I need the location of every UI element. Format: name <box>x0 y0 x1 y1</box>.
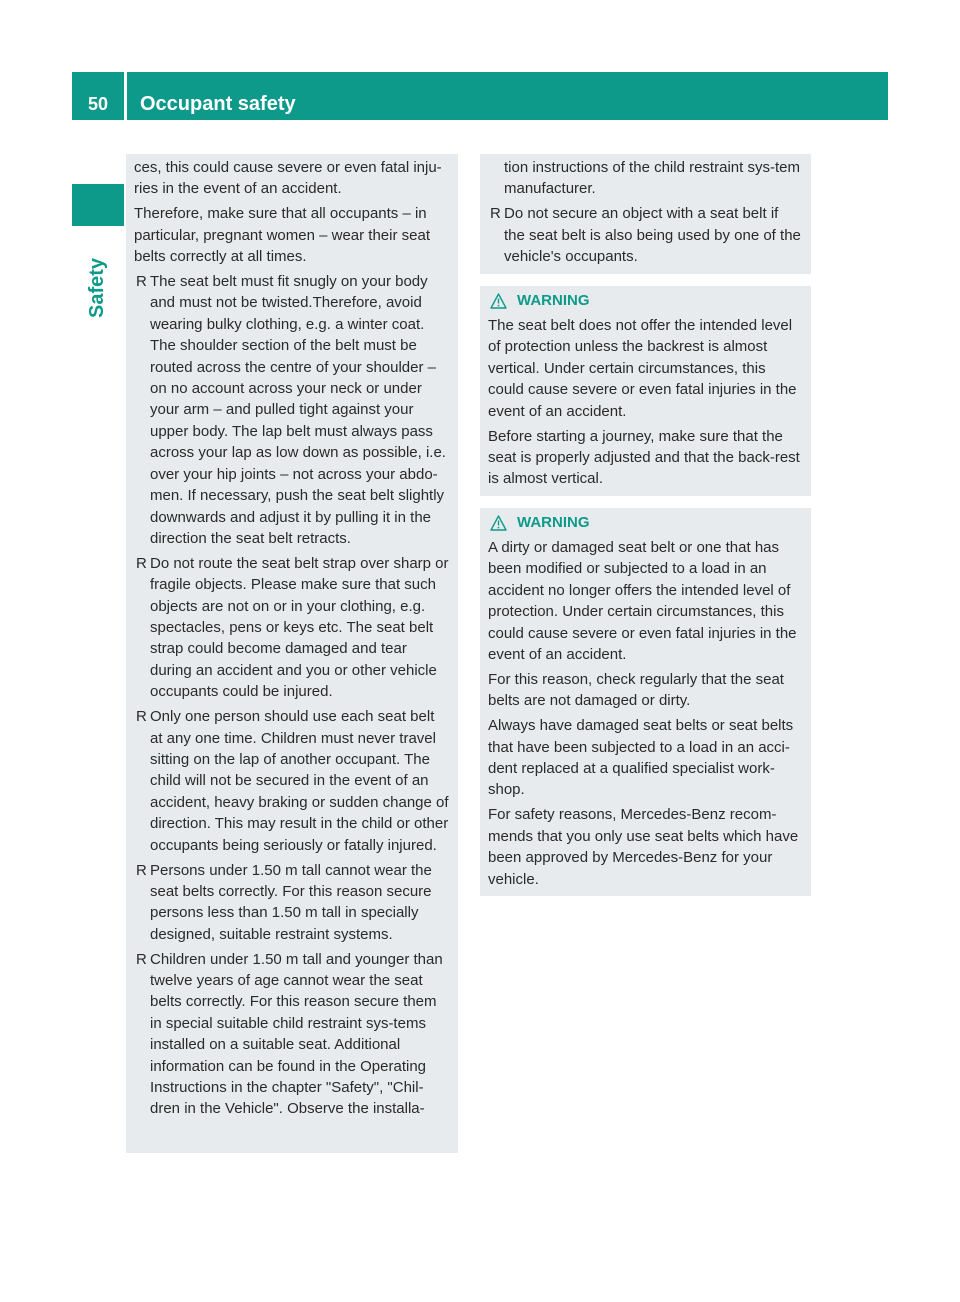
left-column-box <box>126 154 458 1153</box>
header-divider <box>124 72 127 120</box>
warning-label: WARNING <box>517 514 590 532</box>
warning-paragraph: The seat belt does not offer the intended level of protection unless the backrest is almost vertical. Under certain circumstances, this could cause severe or even fatal injuries in the event of an accident. <box>488 317 797 420</box>
warning-label: WARNING <box>517 292 590 310</box>
bullet-marker: R <box>136 861 147 879</box>
bullet-text: The seat belt must fit snugly on your body and must not be twisted.Therefore, avoid wearing bulky clothing, e.g. a winter coat. The shoulder section of the belt must be routed across the centre of your shoulder – on no account across your neck or under your arm – and pulled tight against your upper body. The lap belt must always pass across your lap as low down as possible, i.e. over your hip joints – not across your abdo-men. If necessary, push the seat belt slightly downwards and adjust it by pulling it in the direction the seat belt retracts. <box>150 273 446 547</box>
page-number: 50 <box>87 94 109 114</box>
intro-paragraph: Therefore, make sure that all occupants – in particular, pregnant women – wear their seat belts correctly at all times. <box>134 205 430 266</box>
bullet-marker: R <box>490 205 501 223</box>
bullet-text: Do not secure an object with a seat belt if the seat belt is also being used by one of the vehicle's occupants. <box>504 205 801 266</box>
right-continuation-box <box>480 154 811 274</box>
warning-paragraph: For this reason, check regularly that the seat belts are not damaged or dirty. <box>488 670 784 710</box>
bullet-item <box>134 860 450 946</box>
bullet-marker: R <box>136 554 147 572</box>
warning-heading <box>488 290 803 312</box>
warning-paragraph: Always have damaged seat belts or seat belts that have been subjected to a load in an acci-dent replaced at a qualified specialist work-shop. <box>488 717 794 799</box>
warning-paragraph: Before starting a journey, make sure that the seat is properly adjusted and that the back-rest is almost vertical. <box>488 427 800 488</box>
warning-heading <box>488 512 803 534</box>
bullet-marker: R <box>136 950 147 968</box>
warning-paragraph: A dirty or damaged seat belt or one that has been modified or subjected to a load in an accident no longer offers the intended level of protection. Under certain circumstances, this could cause severe or even fatal injuries in the event of an accident. <box>488 539 797 664</box>
side-label: Safety <box>86 257 108 318</box>
warning-triangle-icon <box>490 515 507 531</box>
warning-paragraph: For safety reasons, Mercedes-Benz recom-mends that you only use seat belts which have been approved by Mercedes-Benz for your vehicle. <box>488 806 799 888</box>
section-title: Occupant safety <box>140 93 296 115</box>
bullet-marker: R <box>136 708 147 726</box>
bullet-item <box>134 271 450 549</box>
warning-box <box>480 508 811 896</box>
warning-box <box>480 286 811 496</box>
bullet-text: Only one person should use each seat belt at any one time. Children must never travel sitting on the lap of another occupant. The child will not be secured in the event of an accident, heavy braking or sudden change of direction. This may result in the child or other occupants being seriously or fatally injured. <box>150 708 449 854</box>
bullet-item <box>134 553 450 703</box>
bullet-text: Persons under 1.50 m tall cannot wear the seat belts correctly. For this reason secure persons less than 1.50 m tall in specially designed, suitable restraint systems. <box>150 861 432 943</box>
bullet-item <box>134 706 450 856</box>
bullet-text: Do not route the seat belt strap over sharp or fragile objects. Please make sure that such objects are not on or in your clothing, e.g. spectacles, pens or keys etc. The seat belt strap could become damaged and tear during an accident and you or other vehicle occupants could be injured. <box>150 554 449 701</box>
continuation-text: tion instructions of the child restraint sys-tem manufacturer. <box>504 159 800 198</box>
bullet-item <box>488 203 803 267</box>
continuation-text: ces, this could cause severe or even fatal inju-ries in the event of an accident. <box>134 159 442 198</box>
bullet-item <box>134 949 450 1120</box>
warning-triangle-icon <box>490 293 507 309</box>
bullet-text: Children under 1.50 m tall and younger than twelve years of age cannot wear the seat belts correctly. For this reason secure them in special suitable child restraint sys-tems installed on a suitable seat. Additional information can be found in the Operating Instructions in the chapter "Safety", "Chil-dren in the Vehicle". Observe the installa- <box>150 950 443 1118</box>
side-tab <box>72 184 124 226</box>
bullet-marker: R <box>136 273 147 291</box>
